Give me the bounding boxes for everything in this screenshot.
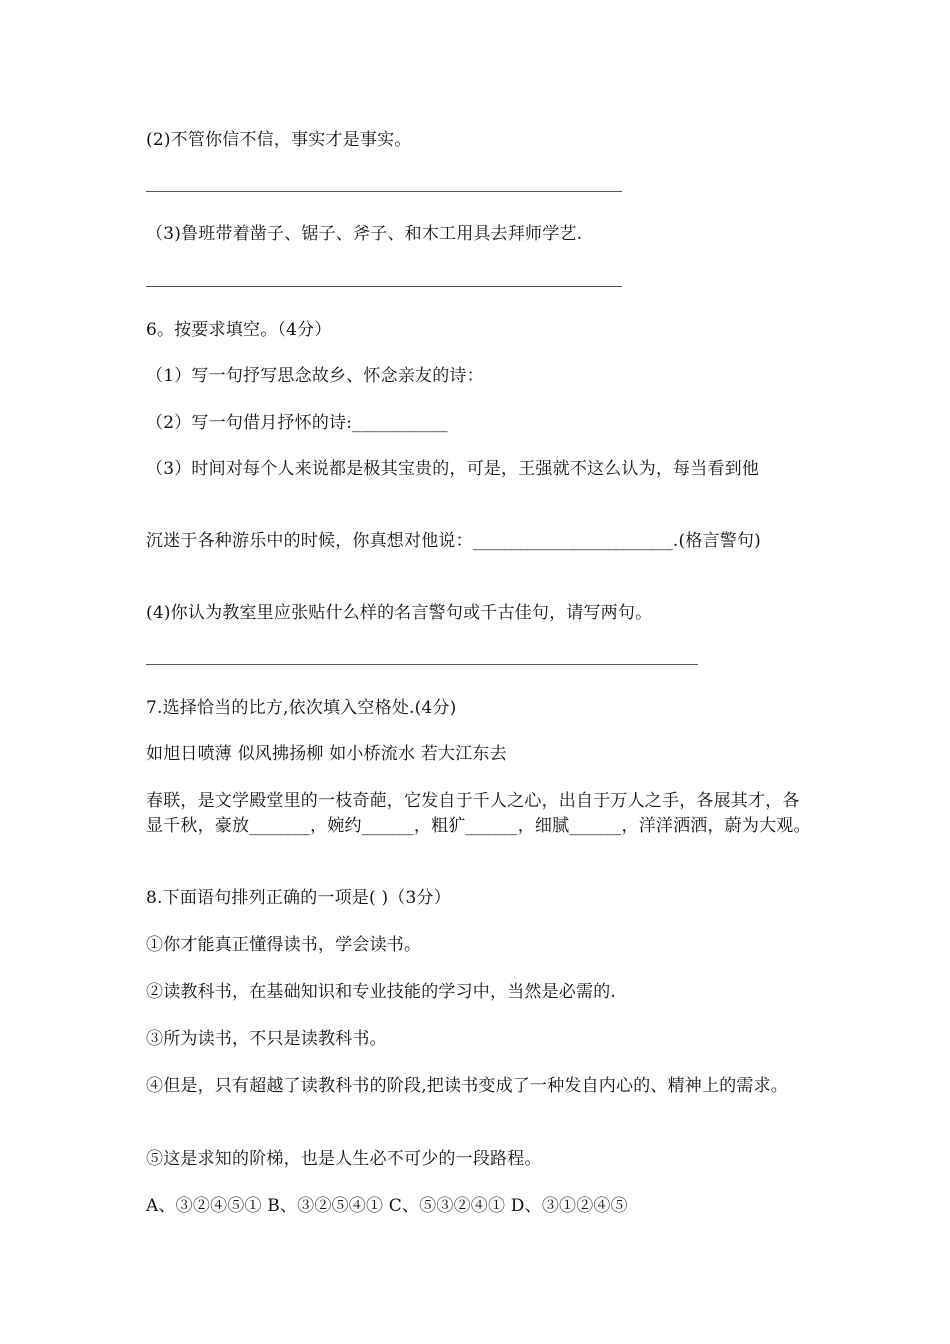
answer-line-q5-item-2 [146,191,622,192]
q8-title: 8.下面语句排列正确的一项是( )（3分） [146,888,451,908]
q8-sentence-3: ③所为读书，不只是读教科书。 [146,1029,387,1049]
q5-item-2: (2)不管你信不信，事实才是事实。 [146,130,412,150]
answer-line-q6-item-4 [146,664,698,665]
q8-sentence-5: ⑤这是求知的阶梯，也是人生必不可少的一段路程。 [146,1149,542,1169]
answer-line-q5-item-3 [146,286,622,287]
q6-item-3-line-2: 沉迷于各种游乐中的时候，你真想对他说：_______________________.(格言警句) [146,531,761,551]
q8-sentence-1: ①你才能真正懂得读书，学会读书。 [146,935,422,955]
q6-item-4: (4)你认为教室里应张贴什么样的名言警句或千古佳句，请写两句。 [146,603,653,623]
q6-title: 6。按要求填空。（4分） [146,320,332,340]
q8-sentence-2: ②读教科书，在基础知识和专业技能的学习中，当然是必需的. [146,982,617,1002]
q6-item-2: （2）写一句借月抒怀的诗:___________ [146,413,448,433]
q7-options: 如旭日喷薄 似风拂扬柳 如小桥流水 若大江东去 [146,744,507,764]
q7-passage: 春联，是文学殿堂里的一枝奇葩，它发自于千人之心，出自于万人之手，各展其才，各显千秋，豪放_______，婉约______，粗犷______，细腻______，洋洋洒洒，蔚为大观。 [146,791,811,836]
q6-item-3-line-1: （3）时间对每个人来说都是极其宝贵的，可是，王强就不这么认为，每当看到他 [146,459,760,479]
q8-sentence-4: ④但是，只有超越了读教科书的阶段,把读书变成了一种发自内心的、精神上的需求。 [146,1076,789,1096]
q7-title: 7.选择恰当的比方,依次填入空格处.(4分) [146,698,457,718]
q6-item-1: （1）写一句抒写思念故乡、怀念亲友的诗： [146,366,484,386]
q8-choices: A、③②④⑤① B、③②⑤④① C、⑤③②④① D、③①②④⑤ [146,1196,628,1216]
q5-item-3: （3)鲁班带着凿子、锯子、斧子、和木工用具去拜师学艺. [146,224,583,244]
